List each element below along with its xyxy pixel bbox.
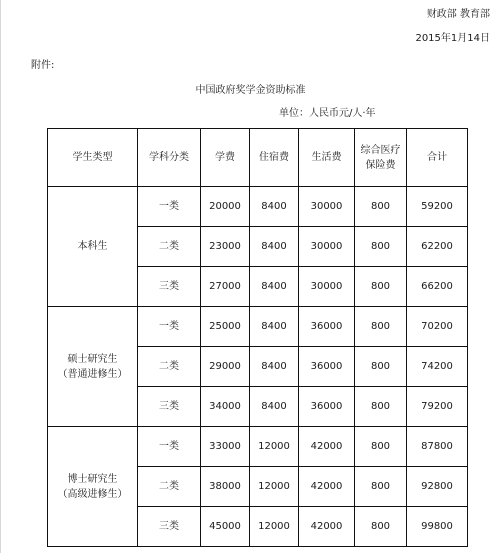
amount-cell: 42000 — [299, 467, 355, 507]
table-row — [48, 307, 468, 347]
attachment-label: 附件: — [31, 60, 55, 71]
amount-cell: 66200 — [407, 267, 468, 307]
amount-cell: 800 — [355, 467, 407, 507]
category-cell: 一类 — [138, 307, 201, 347]
issuer: 财政部 教育部 — [426, 9, 490, 20]
column-header: 学费 — [201, 129, 250, 187]
student-type-cell: 博士研究生 （高级进修生） — [48, 427, 138, 547]
amount-cell: 25000 — [201, 307, 250, 347]
amount-cell: 36000 — [299, 347, 355, 387]
amount-cell: 38000 — [201, 467, 250, 507]
column-header: 生活费 — [299, 129, 355, 187]
amount-cell: 12000 — [250, 467, 299, 507]
amount-cell: 8400 — [250, 347, 299, 387]
amount-cell: 8400 — [250, 187, 299, 227]
table-row — [48, 187, 468, 227]
amount-cell: 20000 — [201, 187, 250, 227]
amount-cell: 27000 — [201, 267, 250, 307]
column-header: 学生类型 — [48, 129, 138, 187]
amount-cell: 800 — [355, 427, 407, 467]
category-cell: 一类 — [138, 187, 201, 227]
amount-cell: 36000 — [299, 387, 355, 427]
issue-date: 2015年1月14日 — [415, 33, 490, 44]
unit-note: 单位：人民币元/人·年 — [279, 108, 376, 119]
amount-cell: 800 — [355, 387, 407, 427]
amount-cell: 800 — [355, 227, 407, 267]
amount-cell: 8400 — [250, 387, 299, 427]
amount-cell: 59200 — [407, 187, 468, 227]
category-cell: 二类 — [138, 347, 201, 387]
amount-cell: 800 — [355, 347, 407, 387]
amount-cell: 12000 — [250, 427, 299, 467]
amount-cell: 42000 — [299, 427, 355, 467]
table-header-row — [48, 129, 468, 187]
amount-cell: 800 — [355, 507, 407, 547]
column-header: 学科分类 — [138, 129, 201, 187]
amount-cell: 45000 — [201, 507, 250, 547]
amount-cell: 800 — [355, 187, 407, 227]
amount-cell: 23000 — [201, 227, 250, 267]
amount-cell: 30000 — [299, 227, 355, 267]
table-row — [48, 427, 468, 467]
amount-cell: 99800 — [407, 507, 468, 547]
student-type-cell: 本科生 — [48, 187, 138, 307]
category-cell: 一类 — [138, 427, 201, 467]
category-cell: 三类 — [138, 507, 201, 547]
amount-cell: 800 — [355, 267, 407, 307]
scholarship-table — [47, 128, 468, 547]
column-header: 住宿费 — [250, 129, 299, 187]
amount-cell: 34000 — [201, 387, 250, 427]
category-cell: 三类 — [138, 387, 201, 427]
amount-cell: 79200 — [407, 387, 468, 427]
table-body — [48, 187, 468, 547]
document-title: 中国政府奖学金资助标准 — [195, 85, 306, 96]
amount-cell: 30000 — [299, 267, 355, 307]
amount-cell: 30000 — [299, 187, 355, 227]
student-type-cell: 硕士研究生 （普通进修生） — [48, 307, 138, 427]
amount-cell: 62200 — [407, 227, 468, 267]
category-cell: 二类 — [138, 227, 201, 267]
amount-cell: 42000 — [299, 507, 355, 547]
amount-cell: 92800 — [407, 467, 468, 507]
category-cell: 二类 — [138, 467, 201, 507]
amount-cell: 8400 — [250, 307, 299, 347]
amount-cell: 74200 — [407, 347, 468, 387]
amount-cell: 33000 — [201, 427, 250, 467]
amount-cell: 800 — [355, 307, 407, 347]
column-header: 合计 — [407, 129, 468, 187]
amount-cell: 87800 — [407, 427, 468, 467]
amount-cell: 36000 — [299, 307, 355, 347]
amount-cell: 8400 — [250, 267, 299, 307]
amount-cell: 12000 — [250, 507, 299, 547]
column-header: 综合医疗 保险费 — [355, 129, 407, 187]
category-cell: 三类 — [138, 267, 201, 307]
amount-cell: 8400 — [250, 227, 299, 267]
amount-cell: 70200 — [407, 307, 468, 347]
amount-cell: 29000 — [201, 347, 250, 387]
